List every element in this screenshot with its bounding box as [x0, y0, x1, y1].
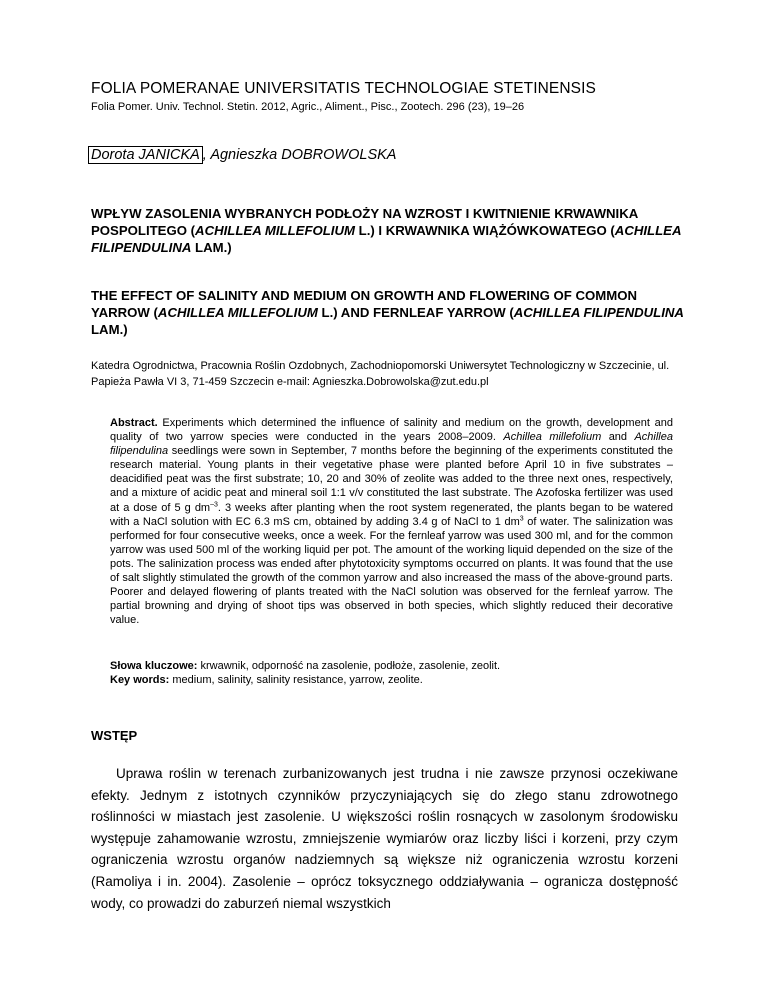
journal-title: FOLIA POMERANAE UNIVERSITATIS TECHNOLOGIAE STETINENSIS [91, 80, 596, 97]
title-en-species-1: ACHILLEA MILLEFOLIUM [157, 305, 318, 320]
keywords-english: Key words: medium, salinity, salinity resistance, yarrow, zeolite. [110, 674, 423, 686]
authors [91, 147, 396, 163]
abstract: Abstract. Experiments which determined the influence of salinity and medium on the growth, development and quality of two yarrow species were conducted in the years 2008–2009. Achillea millefolium and Achillea filipendulina seedlings were sown in September, 7 months before the beginning of the experiments constituted the research material. Young plants in their vegetative phase were planted before April 10 in five substrates – deacidified peat was the first substrate; 10, 20 and 30% of zeolite was added to the three next ones, respectively, and a mixture of acidic peat and mineral soil 1:1 v/v constituted the last substrate. The Azofoska fertilizer was used at a dose of 5 g $dm^{-3}$. 3 weeks after planting when the root system regenerated, the plants began to be watered with a NaCl solution with EC 6.3 mS cm, obtained by adding 3.4 g of NaCl to 1 $dm^3$ of water. The salinization was performed for four consecutive weeks, once a week. For the fernleaf yarrow was used 300 ml, and for the common yarrow was used 500 ml of the working liquid per pot. The amount of the working liquid depended on the size of the pots. The salinization process was ended after phytotoxicity symptoms occurred on plants. It was found that the use of salt slightly stimulated the growth of the common yarrow and also increased the mass of the above-ground parts. Poorer and delayed flowering of plants treated with the NaCl solution was observed for the fernleaf yarrow. The partial browning and drying of shoot tips was observed in both species, which slightly reduced their decorative value. [110, 417, 674, 627]
abstract-label: Abstract. [110, 417, 158, 429]
affiliation: Katedra Ogrodnictwa, Pracownia Roślin Ozdobnych, Zachodniopomorski Uniwersytet Technologiczny w Szczecinie, ul. Papieża Pawła VI 3, 71-459 Szczecin e-mail: Agnieszka.Dobrowolska@zut.edu.pl [91, 360, 670, 388]
title-en-species-2: ACHILLEA FILIPENDULINA [513, 305, 684, 320]
body-paragraph: Uprawa roślin w terenach zurbanizowanych jest trudna i nie zawsze przynosi oczekiwane efekty. Jednym z istotnych czynników przyczyniających się do złego stanu zdrowotnego roślinności w miastach jest zasolenie. U większości roślin rosnących w zasolonym środowisku występuje zahamowanie wzrostu, zmniejszenie wymiarów oraz liczby liści i korzeni, przy czym ograniczenia wzrostu organów nadziemnych są większe niż ograniczenia wzrostu korzeni (Ramoliya i in. 2004). Zasolenie – oprócz toksycznego oddziaływania – ogranicza dostępność wody, co prowadzi do zaburzeń niemal wszystkich [91, 766, 678, 911]
title-pl-species-1: ACHILLEA MILLEFOLIUM [195, 223, 355, 238]
title-pl-species-2: ACHILLEA FILIPENDULINA [91, 223, 681, 255]
section-heading: WSTĘP [91, 728, 138, 743]
keywords [110, 659, 673, 687]
title-english: THE EFFECT OF SALINITY AND MEDIUM ON GROWTH AND FLOWERING OF COMMON YARROW (ACHILLEA MILLEFOLIUM L.) AND FERNLEAF YARROW (ACHILLEA FILIPENDULINA LAM.) [91, 288, 684, 337]
keywords-polish: Słowa kluczowe: krwawnik, odporność na zasolenie, podłoże, zasolenie, zeolit. [110, 660, 501, 672]
author-rest: , Agnieszka DOBROWOLSKA [202, 147, 397, 163]
title-polish: WPŁYW ZASOLENIA WYBRANYCH PODŁOŻY NA WZROST I KWITNIENIE KRWAWNIKA POSPOLITEGO (ACHILLEA MILLEFOLIUM L.) I KRWAWNIKA WIĄŻÓWKOWATEGO (ACHILLEA FILIPENDULINA LAM.) [91, 206, 681, 255]
journal-citation: Folia Pomer. Univ. Technol. Stetin. 2012, Agric., Aliment., Pisc., Zootech. 296 (23), 19–26 [91, 101, 525, 113]
author-first: Dorota JANICKA [88, 146, 203, 164]
